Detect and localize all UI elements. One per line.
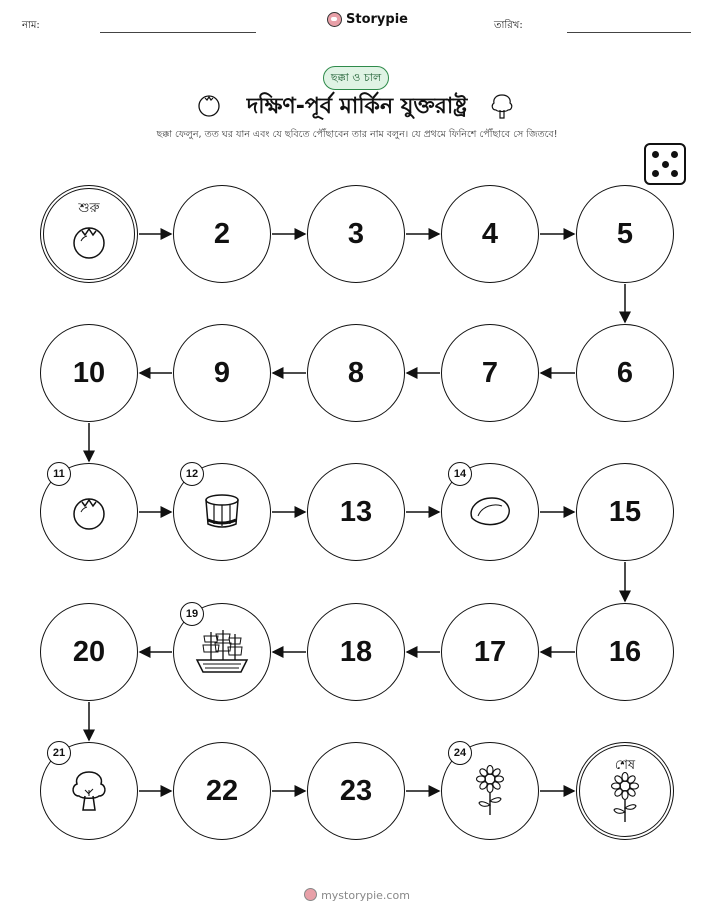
board-cell-11	[40, 463, 138, 561]
cell-number: 22	[205, 774, 239, 807]
cell-number: 18	[339, 635, 373, 668]
finish-label: শেষ	[614, 758, 636, 773]
board-cell-18	[307, 603, 405, 701]
board-cell-3	[307, 185, 405, 283]
cell-number-badge: 12	[180, 462, 204, 486]
cell-number: 15	[608, 495, 642, 528]
cell-number-badge: 19	[180, 602, 204, 626]
start-cell	[40, 185, 138, 283]
board-cell-2	[173, 185, 271, 283]
board-cell-15	[576, 463, 674, 561]
board-cell-22	[173, 742, 271, 840]
instructions: ছক্কা ফেলুন, তত ঘর যান এবং যে ছবিতে পৌঁছাবেন তার নাম বলুন। যে প্রথমে ফিনিশে পৌঁছাবে সে জিতবে!	[156, 129, 558, 140]
board-cell-19	[173, 603, 271, 701]
game-type-tag: ছক্কা ও চাল	[323, 66, 389, 90]
board-cell-21	[40, 742, 138, 840]
board-cell-14	[441, 463, 539, 561]
cell-number-badge: 11	[47, 462, 71, 486]
board-cell-17	[441, 603, 539, 701]
cell-number: 2	[213, 217, 231, 250]
name-label: নাম:	[22, 20, 40, 31]
board-cell-20	[40, 603, 138, 701]
board-cell-6	[576, 324, 674, 422]
board-cell-9	[173, 324, 271, 422]
cell-number: 8	[347, 356, 365, 389]
cell-number: 23	[339, 774, 373, 807]
cell-number: 20	[72, 635, 106, 668]
board-cell-16	[576, 603, 674, 701]
finish-cell	[576, 742, 674, 840]
cell-number: 6	[616, 356, 634, 389]
board-cell-8	[307, 324, 405, 422]
cell-number-badge: 24	[448, 741, 472, 765]
storypie-mascot-icon	[304, 888, 317, 901]
board-cell-12	[173, 463, 271, 561]
footer	[0, 888, 714, 902]
footer-url[interactable]: mystorypie.com	[321, 889, 410, 902]
cell-number: 4	[481, 217, 499, 250]
start-label: শুরু	[78, 201, 100, 216]
cell-number: 5	[616, 217, 634, 250]
board-cell-13	[307, 463, 405, 561]
date-label: তারিখ:	[494, 20, 523, 31]
cell-number: 9	[213, 356, 231, 389]
cell-number: 16	[608, 635, 642, 668]
cell-number: 10	[72, 356, 106, 389]
cell-number-badge: 21	[47, 741, 71, 765]
board-cell-4	[441, 185, 539, 283]
cell-number: 13	[339, 495, 373, 528]
cell-number: 17	[473, 635, 507, 668]
board-cell-10	[40, 324, 138, 422]
board-cell-24	[441, 742, 539, 840]
page-title: দক্ষিণ-পূর্ব মার্কিন যুক্তরাষ্ট্র	[246, 94, 468, 119]
board-cell-5	[576, 185, 674, 283]
cell-number: 7	[481, 356, 499, 389]
cell-number-badge: 14	[448, 462, 472, 486]
cell-number: 3	[347, 217, 365, 250]
brand-name: Storypie	[346, 12, 408, 27]
board-cell-23	[307, 742, 405, 840]
board-cell-7	[441, 324, 539, 422]
